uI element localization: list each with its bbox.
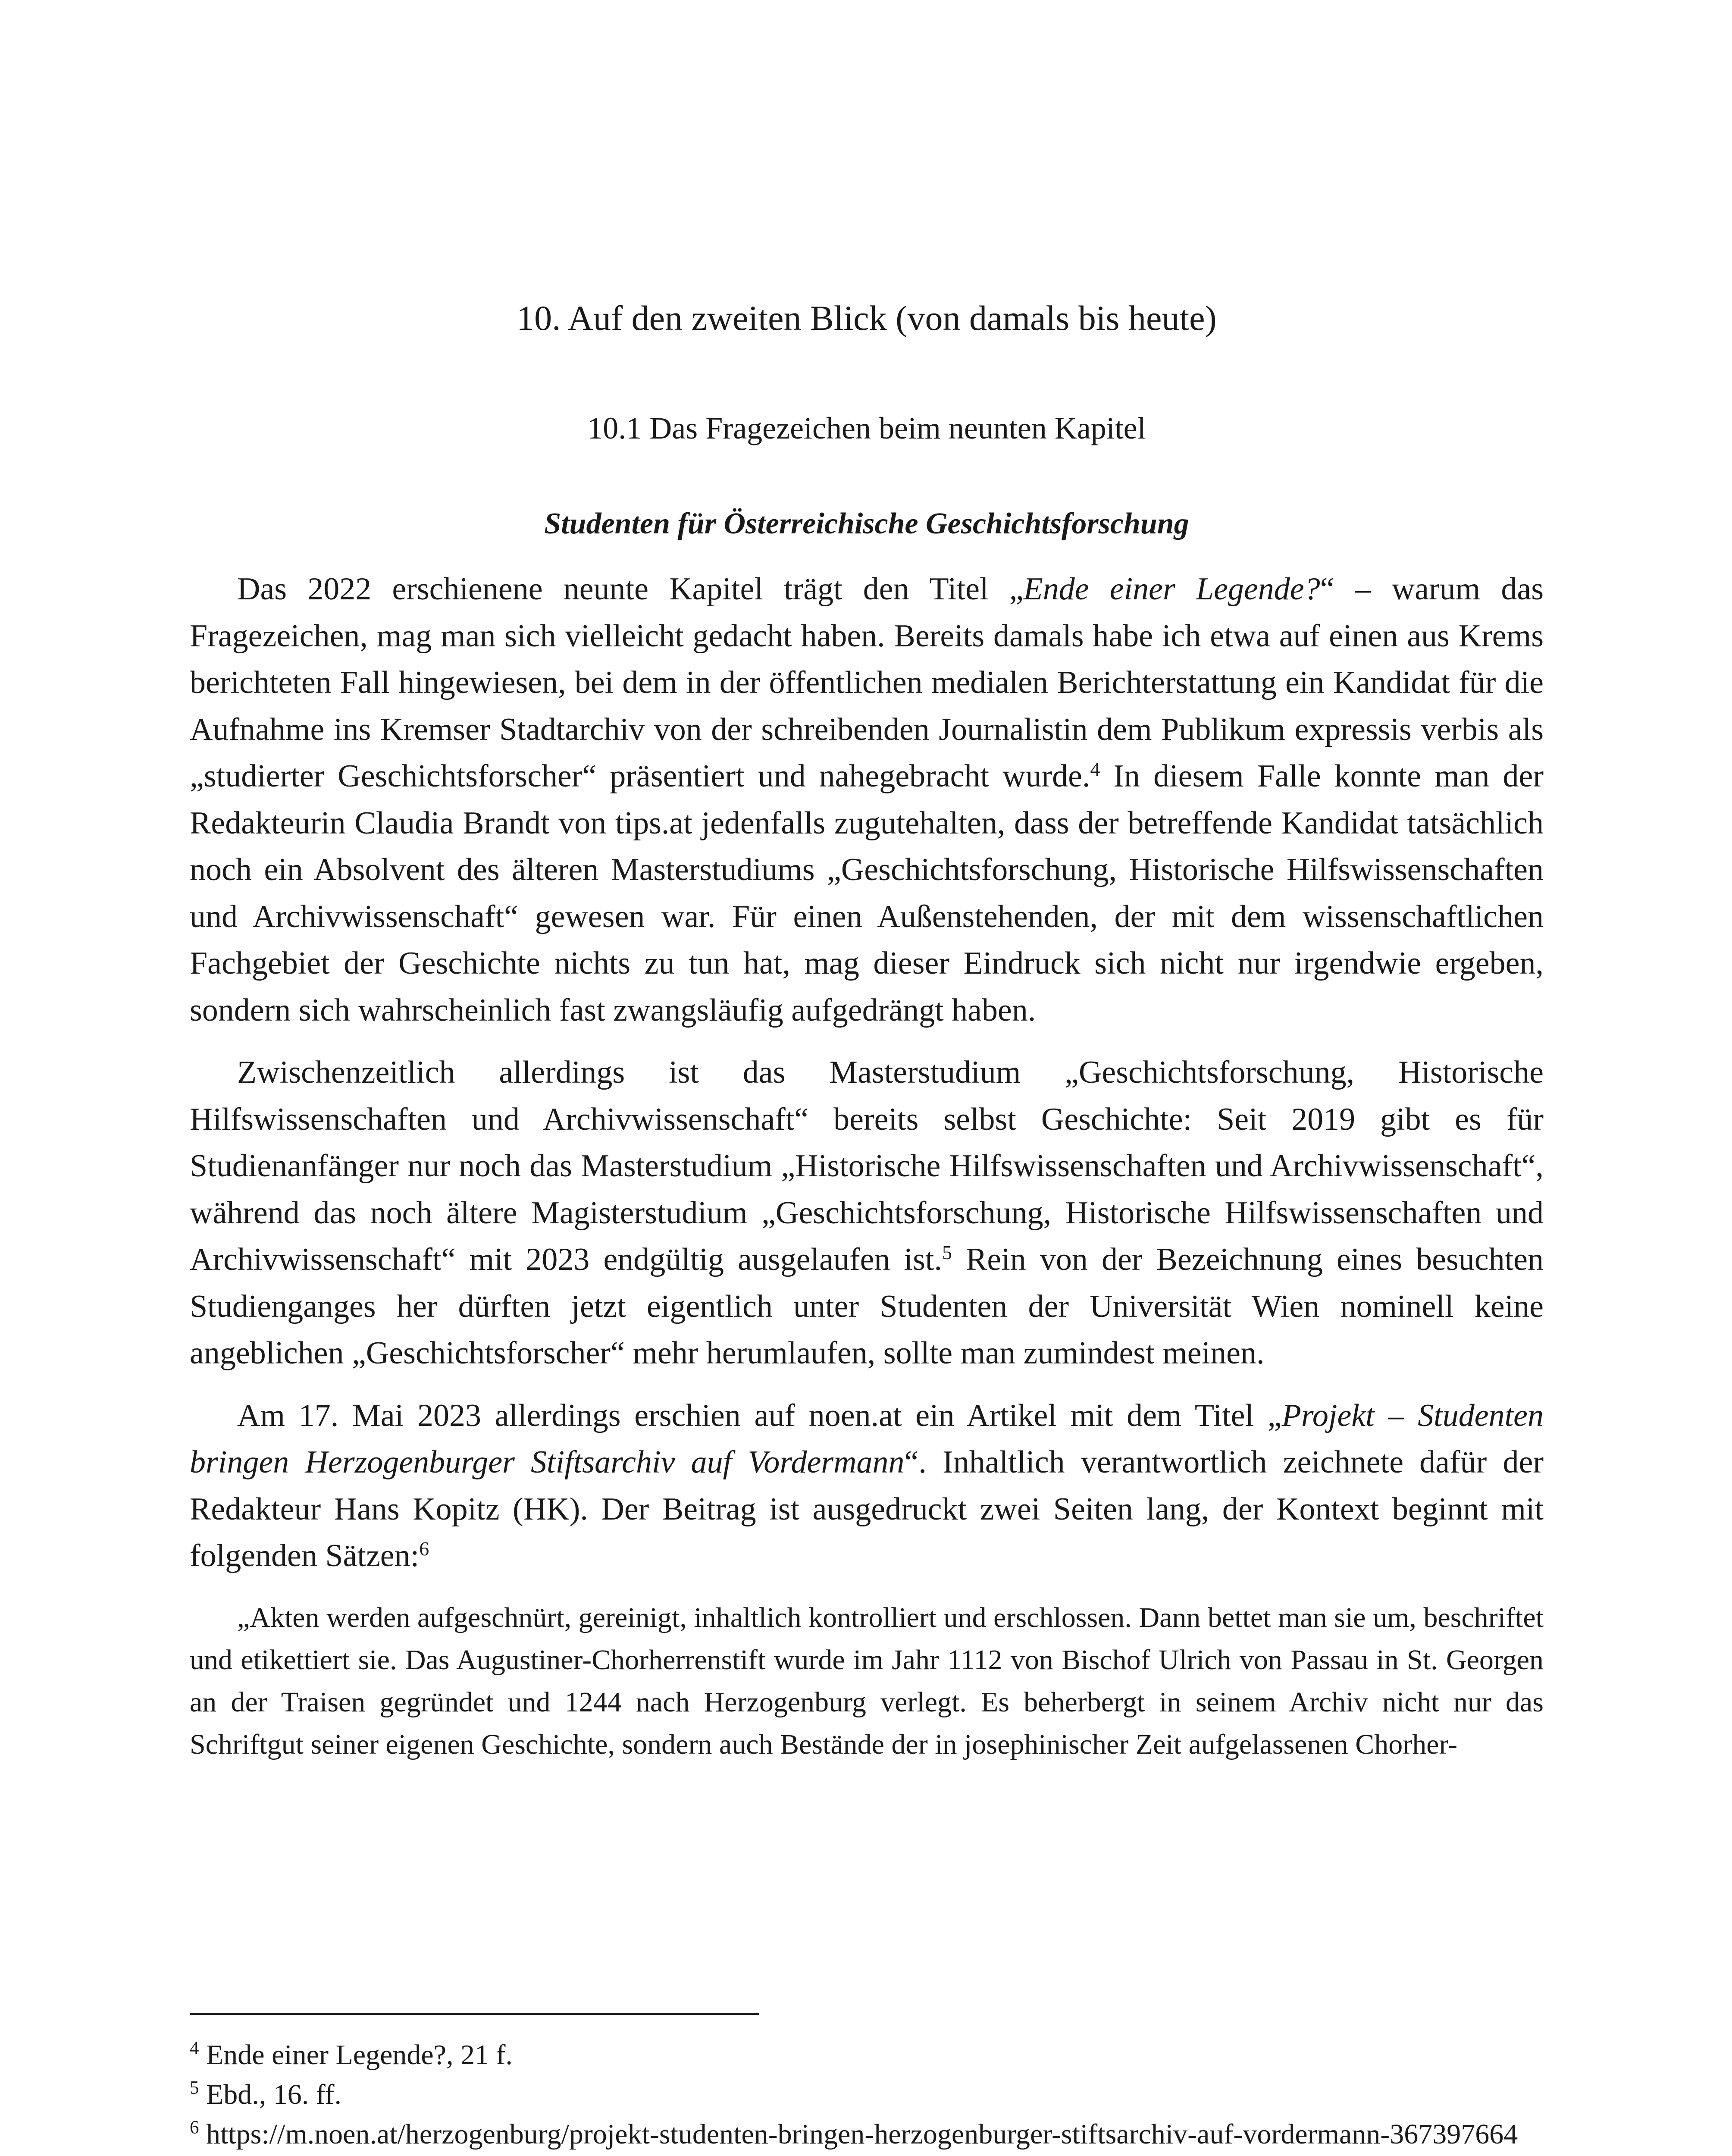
footnote-text: Ende einer Legende?, 21 f. <box>206 2039 513 2071</box>
italic-title: Projekt – Studenten bringen Herzogenburger Stiftsarchiv auf Vordermann <box>190 1398 1544 1480</box>
paragraph-2 <box>190 1049 1544 1377</box>
footnote-link[interactable]: https://m.noen.at/herzogenburg/projekt-studenten-bringen-herzogenburger-stiftsarchiv-auf-vordermann-367397664 <box>206 2118 1518 2150</box>
paragraph-3 <box>190 1392 1544 1579</box>
paragraph-1 <box>190 566 1544 1034</box>
subsection-title: Studenten für Österreichische Geschichtsforschung <box>544 507 1189 540</box>
footnote-text: Ebd., 16. ff. <box>206 2079 342 2110</box>
paragraph-text: “ – warum das Fragezeichen, mag man sich vielleicht gedacht haben. Bereits damals habe ich etwa auf einen aus Krems berichteten Fall hingewiesen, bei dem in der öffentlichen medialen Berichterstattung ein Kandidat für die Aufnahme ins Kremser Stadtarchiv von der schreibenden Journalistin dem Publikum expressis verbis als „studierter Geschichtsforscher“ präsentiert und nahegebracht wurde. <box>190 571 1544 794</box>
footnote-number: 4 <box>190 2038 199 2059</box>
footnote-number: 6 <box>190 2117 199 2138</box>
section-title: 10.1 Das Fragezeichen beim neunten Kapitel <box>587 411 1146 445</box>
footnote-4 <box>190 2035 1544 2075</box>
body-text <box>190 566 1544 1781</box>
paragraph-text: In diesem Falle konnte man der Redakteurin Claudia Brandt von tips.at jedenfalls zugutehalten, dass der betreffende Kandidat tatsächlich noch ein Absolvent des älteren Masterstudiums „Geschichtsforschung, Historische Hilfswissenschaften und Archivwissenschaft“ gewesen war. Für einen Außenstehenden, der mit dem wissenschaftlichen Fachgebiet der Geschichte nichts zu tun hat, mag dieser Eindruck sich nicht nur irgendwie ergeben, sondern sich wahrscheinlich fast zwangsläufig aufgedrängt haben. <box>190 758 1544 1028</box>
paragraph-text: “. Inhaltlich verantwortlich zeichnete dafür der Redakteur Hans Kopitz (HK). Der Beitrag ist ausgedruckt zwei Seiten lang, der Kontext beginnt mit folgenden Sätzen: <box>190 1445 1544 1573</box>
footnotes <box>190 2035 1544 2154</box>
footnote-number: 5 <box>190 2078 199 2098</box>
footnote-6 <box>190 2115 1544 2154</box>
paragraph-text: Zwischenzeitlich allerdings ist das Masterstudium „Geschichtsforschung, Historische Hilfswissenschaften und Archivwissenschaft“ bereits selbst Geschichte: Seit 2019 gibt es für Studienanfänger nur noch das Masterstudium „Historische Hilfswissenschaften und Archivwissenschaft“, während das noch ältere Magisterstudium „Geschichtsforschung, Historische Hilfswissenschaften und Archivwissenschaft“ mit 2023 endgültig ausgelaufen ist. <box>190 1055 1544 1277</box>
footnote-ref-5[interactable]: 5 <box>942 1241 952 1263</box>
footnote-ref-4[interactable]: 4 <box>1090 758 1100 780</box>
italic-title: Ende einer Legende? <box>1023 571 1320 607</box>
footnote-5 <box>190 2075 1544 2115</box>
footnote-separator <box>190 2013 759 2015</box>
block-quote: „Akten werden aufgeschnürt, gereinigt, inhaltlich kontrolliert und erschlossen. Dann bettet man sie um, beschriftet und etikettiert sie. Das Augustiner-Chorherrenstift wurde im Jahr 1112 von Bischof Ulrich von Passau in St. Georgen an der Traisen gegründet und 1244 nach Herzogenburg verlegt. Es beherbergt in seinem Archiv nicht nur das Schriftgut seiner eigenen Geschichte, sondern auch Bestände der in josephinischer Zeit aufgelassenen Chorher- <box>190 1601 1544 1760</box>
paragraph-text: Rein von der Bezeichnung eines besuchten Studienganges her dürften jetzt eigentlich unter Studenten der Universität Wien nominell keine angeblichen „Geschichtsforscher“ mehr herumlaufen, sollte man zumindest meinen. <box>190 1242 1544 1371</box>
footnote-ref-6[interactable]: 6 <box>419 1537 429 1560</box>
chapter-title: 10. Auf den zweiten Blick (von damals bis heute) <box>517 298 1217 338</box>
paragraph-text: Das 2022 erschienene neunte Kapitel trägt den Titel „ <box>237 571 1024 607</box>
paragraph-text: Am 17. Mai 2023 allerdings erschien auf noen.at ein Artikel mit dem Titel „ <box>237 1398 1282 1433</box>
